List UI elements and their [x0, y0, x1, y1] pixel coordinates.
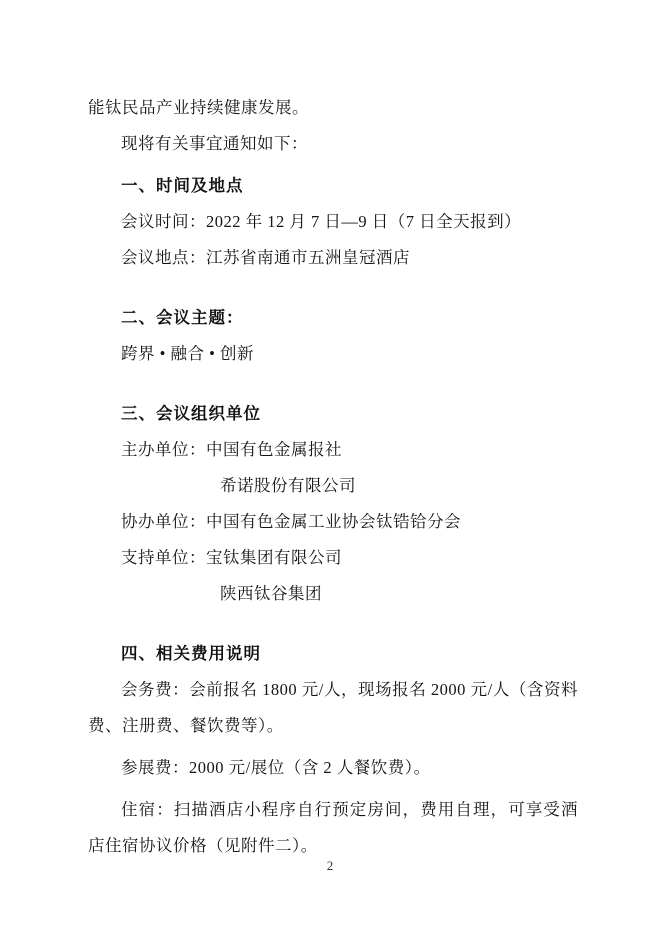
meeting-place: 会议地点：江苏省南通市五洲皇冠酒店	[121, 248, 410, 267]
section-3-heading: 三、会议组织单位	[121, 405, 261, 423]
fee-conference: 会务费：会前报名 1800 元/人，现场报名 2000 元/人（含资料费、注册费、餐饮费等）。	[88, 680, 578, 735]
supporter-2: 陕西钛谷集团	[220, 584, 322, 603]
meeting-theme: 跨界 • 融合 • 创新	[121, 344, 255, 363]
supporter-1: 支持单位：宝钛集团有限公司	[121, 548, 342, 567]
section-2-heading: 二、会议主题：	[121, 309, 244, 327]
section-4-heading: 四、相关费用说明	[121, 645, 261, 663]
spacer	[88, 372, 578, 396]
section-1-heading: 一、时间及地点	[121, 177, 244, 195]
page-number: 2	[326, 858, 334, 873]
organizer-2: 希诺股份有限公司	[220, 476, 356, 495]
organizer-1: 主办单位：中国有色金属报社	[121, 440, 342, 459]
fee-accommodation: 住宿：扫描酒店小程序自行预定房间，费用自理，可享受酒店住宿协议价格（见附件二）。	[88, 800, 578, 855]
document-body	[88, 90, 578, 864]
spacer	[88, 276, 578, 300]
lead-line: 能钛民品产业持续健康发展。	[88, 98, 309, 117]
notice-intro: 现将有关事宜通知如下：	[121, 134, 308, 153]
meeting-time: 会议时间：2022 年 12 月 7 日—9 日（7 日全天报到）	[121, 212, 522, 231]
spacer	[88, 612, 578, 636]
co-organizer: 协办单位：中国有色金属工业协会钛锆铪分会	[121, 512, 461, 531]
fee-exhibition: 参展费：2000 元/展位（含 2 人餐饮费）。	[121, 758, 431, 777]
